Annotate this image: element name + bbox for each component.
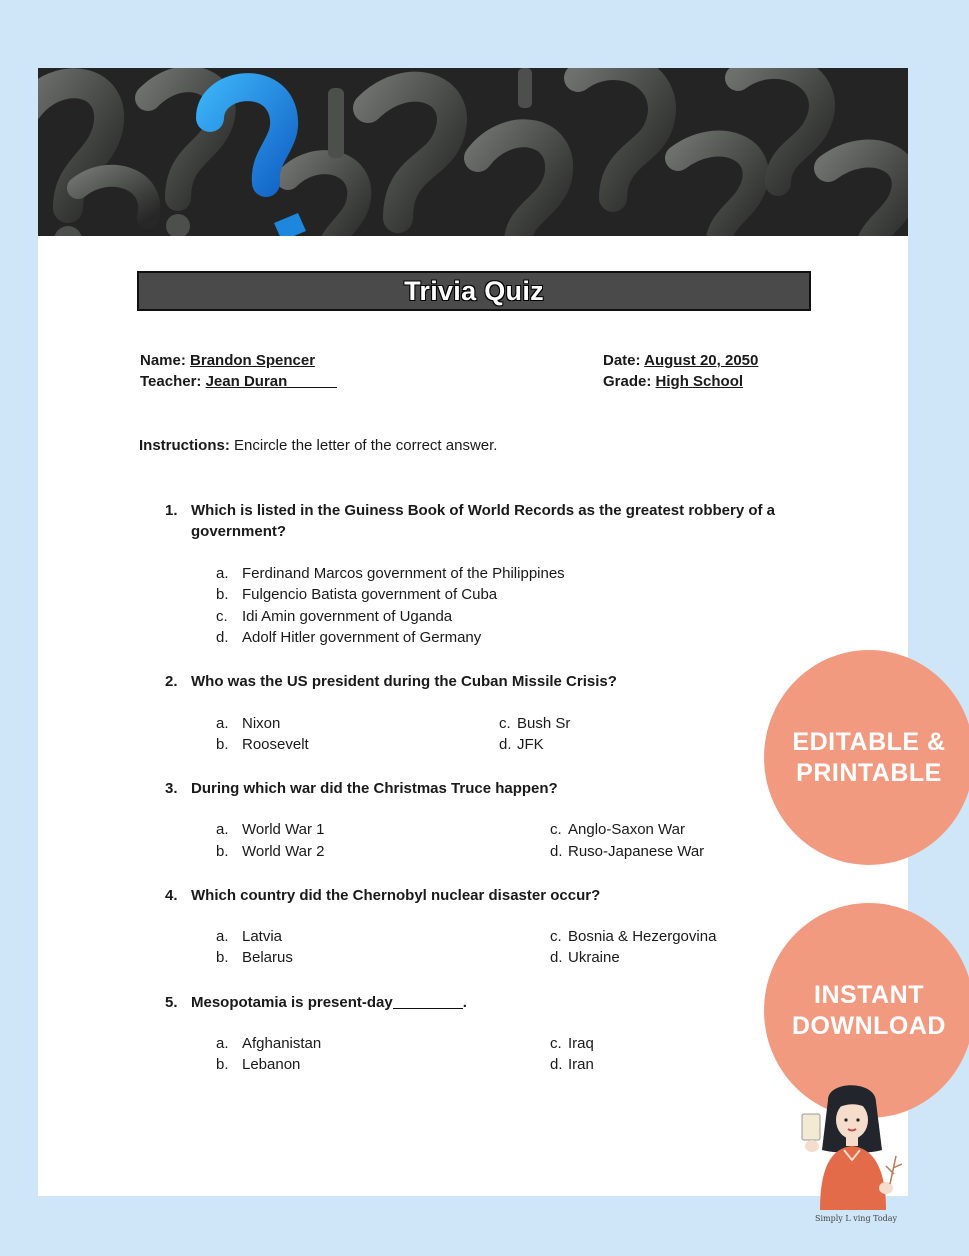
option-letter: b. [216, 1056, 229, 1073]
option-letter: c. [499, 715, 511, 732]
option-text: Bush Sr [517, 715, 571, 732]
option-letter: c. [550, 821, 562, 838]
question-text: Who was the US president during the Cuban Missile Crisis? [191, 673, 617, 690]
option-text: Roosevelt [242, 736, 309, 753]
question-text: During which war did the Christmas Truce happen? [191, 780, 558, 797]
option-letter: c. [550, 1035, 562, 1052]
option-5b[interactable] [216, 1056, 300, 1073]
option-text: Ukraine [568, 949, 620, 966]
option-letter: a. [216, 928, 229, 945]
option-1a[interactable] [216, 565, 565, 582]
name-value: Brandon Spencer [190, 352, 316, 369]
option-letter: b. [216, 949, 229, 966]
grade-field [603, 373, 743, 390]
option-1d[interactable] [216, 629, 481, 646]
brand-credit: Simply L ving Today [815, 1214, 898, 1223]
option-4a[interactable] [216, 928, 282, 945]
teacher-field [140, 373, 337, 390]
option-text: World War 2 [242, 843, 325, 860]
option-3a[interactable] [216, 821, 325, 838]
name-label: Name: [140, 352, 186, 369]
instructions-text: Encircle the letter of the correct answer. [229, 437, 498, 454]
option-text: Anglo-Saxon War [568, 821, 685, 838]
teacher-underline [287, 387, 337, 388]
option-letter: b. [216, 736, 229, 753]
option-2a[interactable] [216, 715, 280, 732]
instructions-label: Instructions: [139, 437, 230, 454]
option-text: Adolf Hitler government of Germany [242, 629, 482, 646]
option-letter: a. [216, 1035, 229, 1052]
option-text: JFK [517, 736, 544, 753]
editable-printable-badge [764, 650, 969, 865]
option-letter: d. [216, 629, 229, 646]
grade-label: Grade: [603, 373, 652, 390]
option-5d[interactable] [550, 1056, 594, 1073]
option-letter: a. [216, 565, 229, 582]
option-4c[interactable] [550, 928, 716, 945]
option-text: Fulgencio Batista government of Cuba [242, 586, 498, 603]
option-letter: d. [499, 736, 512, 753]
option-5a[interactable] [216, 1035, 321, 1052]
question-text: Which country did the Chernobyl nuclear disaster occur? [191, 887, 601, 904]
option-letter: a. [216, 715, 229, 732]
badge-line: INSTANT [814, 980, 924, 1009]
option-letter: b. [216, 586, 229, 603]
teacher-value: Jean Duran [205, 373, 288, 390]
badge-line: PRINTABLE [796, 758, 942, 787]
option-letter: c. [216, 608, 228, 625]
question-number: 5. [165, 994, 178, 1011]
option-letter: b. [216, 843, 229, 860]
option-text: Bosnia & Hezergovina [568, 928, 717, 945]
option-3c[interactable] [550, 821, 685, 838]
date-label: Date: [603, 352, 641, 369]
option-text: Nixon [242, 715, 281, 732]
option-2d[interactable] [499, 736, 544, 753]
question-text: Mesopotamia is present-day [191, 994, 393, 1011]
name-field [140, 352, 315, 369]
question-text-end: . [462, 994, 467, 1011]
option-text: Lebanon [242, 1056, 301, 1073]
option-letter: d. [550, 843, 563, 860]
option-3b[interactable] [216, 843, 325, 860]
question-number: 1. [165, 502, 178, 519]
option-text: Idi Amin government of Uganda [242, 608, 453, 625]
badge-line: DOWNLOAD [792, 1011, 946, 1040]
option-text: Iran [568, 1056, 594, 1073]
teacher-label: Teacher: [140, 373, 202, 390]
option-text: Latvia [242, 928, 283, 945]
option-text: Ruso-Japanese War [568, 843, 705, 860]
option-letter: d. [550, 1056, 563, 1073]
option-text: Afghanistan [242, 1035, 322, 1052]
grade-value: High School [655, 373, 744, 390]
option-text: Belarus [242, 949, 293, 966]
answer-blank [393, 1008, 463, 1009]
option-text: Ferdinand Marcos government of the Philippines [242, 565, 565, 582]
question-number: 4. [165, 887, 178, 904]
option-3d[interactable] [550, 843, 704, 860]
question-marks-image [38, 68, 908, 236]
title-bar [137, 271, 811, 311]
question-text: Which is listed in the Guiness Book of World Records as the greatest robbery of a [191, 502, 775, 519]
option-4b[interactable] [216, 949, 293, 966]
question-number: 3. [165, 780, 178, 797]
option-letter: d. [550, 949, 563, 966]
option-1b[interactable] [216, 586, 497, 603]
option-5c[interactable] [550, 1035, 594, 1052]
option-2c[interactable] [499, 715, 570, 732]
question-text-continued: government? [191, 523, 287, 540]
date-field [603, 352, 758, 369]
woman-illustration-logo [798, 1080, 906, 1210]
page-title: Trivia Quiz [404, 275, 544, 306]
option-2b[interactable] [216, 736, 309, 753]
option-4d[interactable] [550, 949, 620, 966]
question-marks-banner [38, 68, 908, 236]
date-value: August 20, 2050 [644, 352, 759, 369]
option-text: Iraq [568, 1035, 594, 1052]
badge-line: EDITABLE & [792, 727, 946, 756]
question-number: 2. [165, 673, 178, 690]
option-letter: c. [550, 928, 562, 945]
option-1c[interactable] [216, 608, 452, 625]
option-text: World War 1 [242, 821, 325, 838]
option-letter: a. [216, 821, 229, 838]
instructions [139, 437, 497, 454]
